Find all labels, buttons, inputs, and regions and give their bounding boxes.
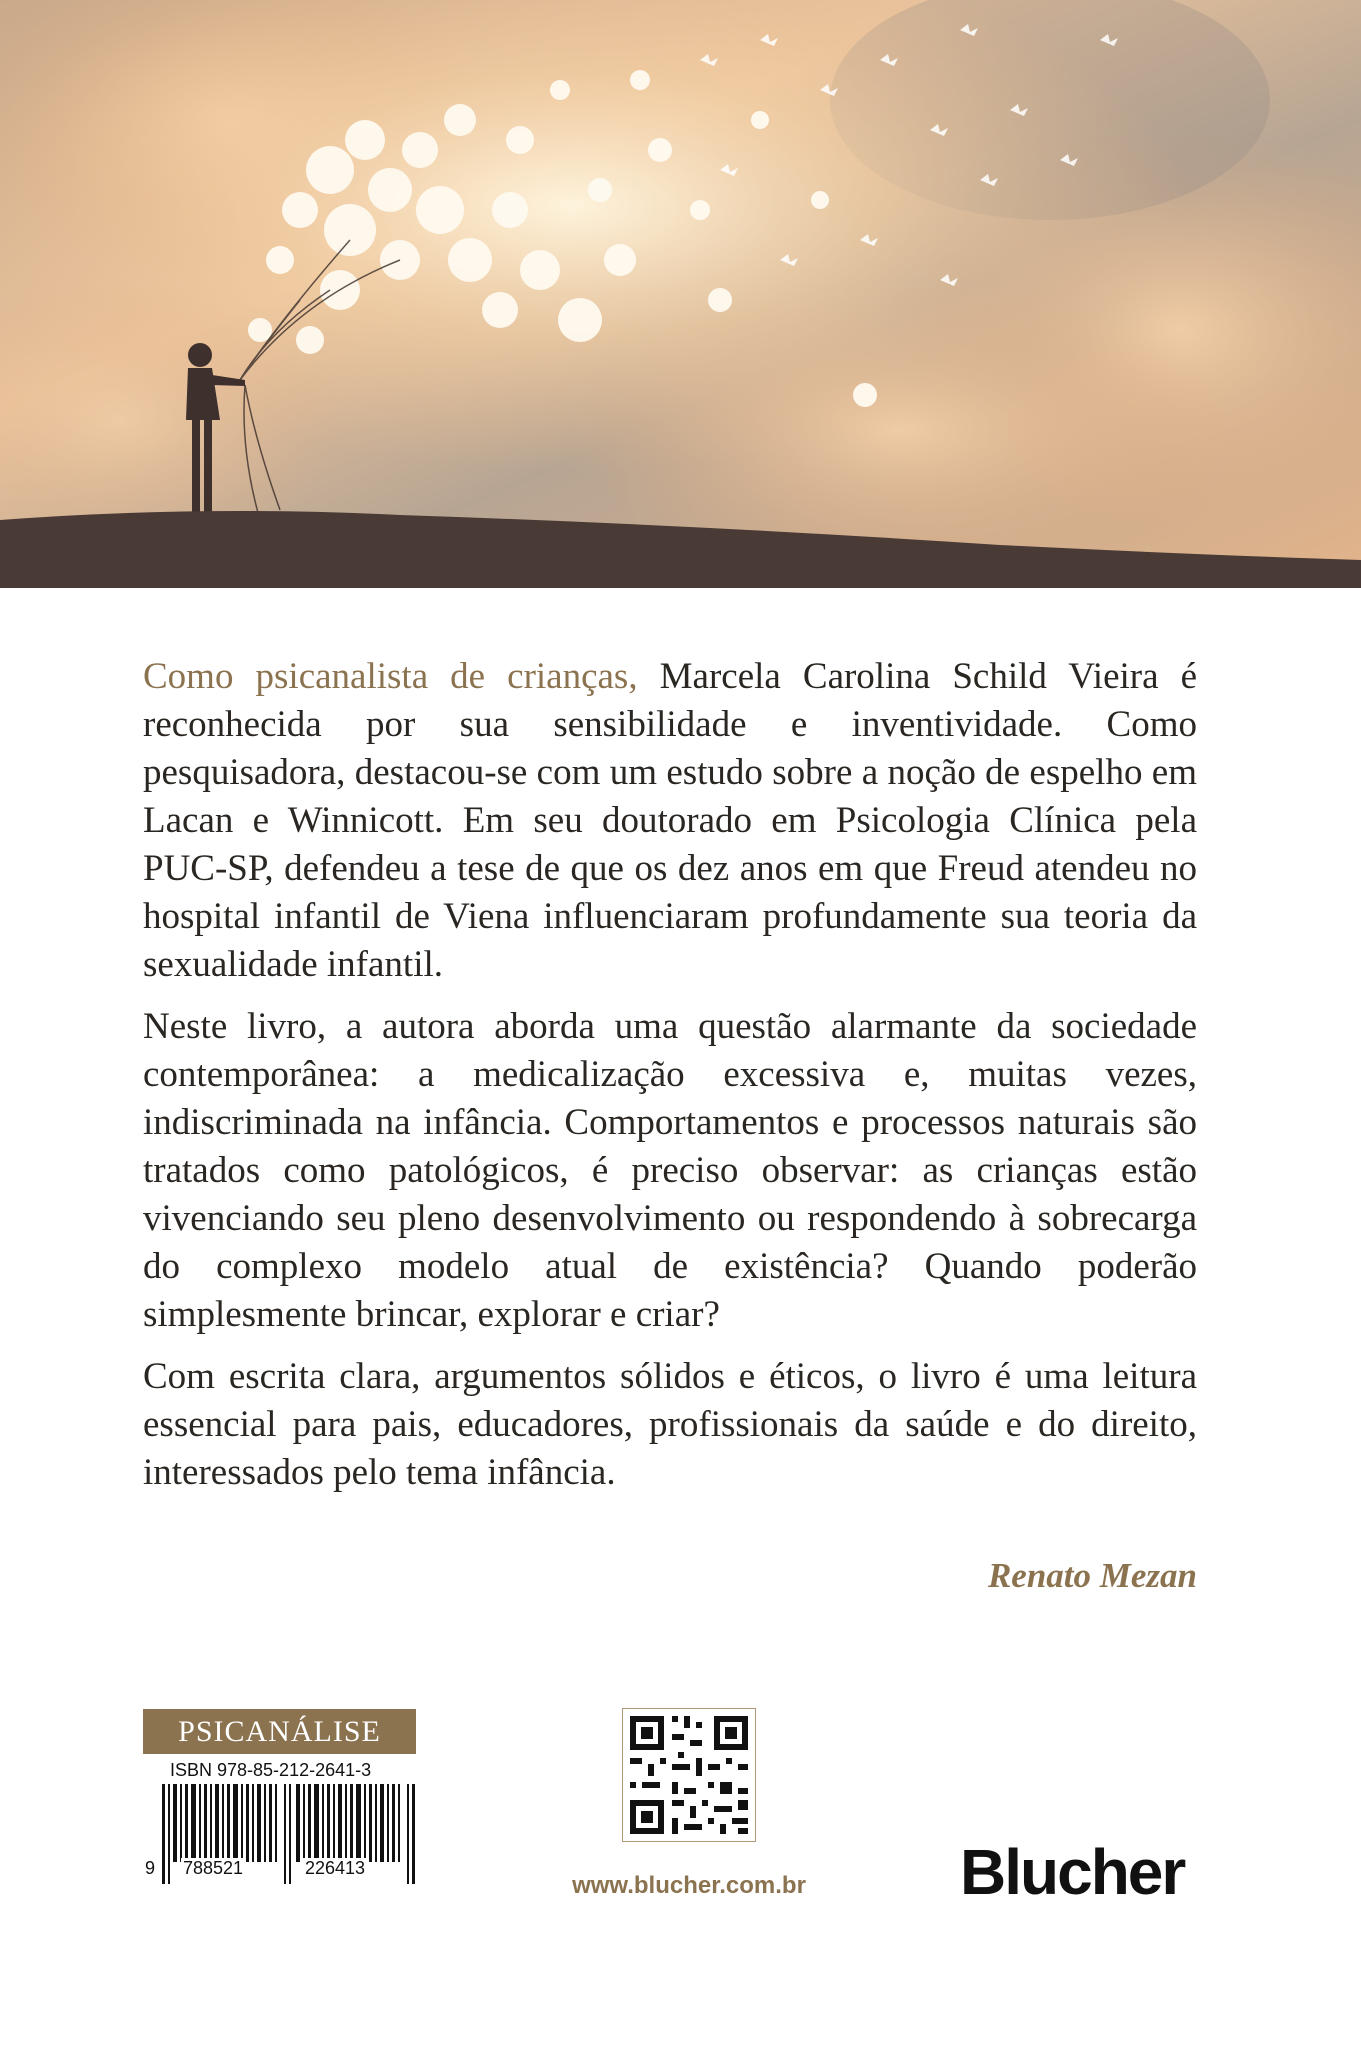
barcode-digits — [143, 1858, 423, 1882]
synopsis — [143, 653, 1197, 1511]
barcode-digit-group: 9 — [145, 1858, 156, 1878]
qr-code — [622, 1708, 756, 1842]
category-label: PSICANÁLISE — [143, 1709, 416, 1754]
cover-illustration — [0, 0, 1361, 588]
attribution: Renato Mezan — [987, 1556, 1197, 1595]
synopsis-paragraph-3: Com escrita clara, argumentos sólidos e éticos, o livro é uma leitura essencial para pais, educadores, profissionais da saúde e do direito, interessados pelo tema infância. — [143, 1356, 1197, 1493]
barcode-digit-group: 788521 — [183, 1858, 244, 1878]
synopsis-paragraph-2: Neste livro, a autora aborda uma questão alarmante da sociedade contemporânea: a medicalização excessiva e, muitas vezes, indiscriminada na infância. Comportamentos e processos naturais são tratados como patológicos, é preciso observar: as crianças estão vivenciando seu pleno desenvolvimento ou respondendo à sobrecarga do complexo modelo atual de existência? Quando poderão simplesmente brincar, explorar e criar? — [143, 1006, 1197, 1335]
synopsis-paragraph-1 — [143, 653, 1197, 989]
publisher-website-link[interactable]: www.blucher.com.br — [572, 1872, 806, 1899]
barcode-digit-group: 226413 — [305, 1858, 366, 1878]
paragraph-text: Marcela Carolina Schild Vieira é reconhecida por sua sensibilidade e inventividade. Como pesquisadora, destacou-se com um estudo sobre a noção de espelho em Lacan e Winnicott. Em seu doutorado em Psicologia Clínica pela PUC-SP, defendeu a tese de que os dez anos em que Freud atendeu no hospital infantil de Viena influenciaram profundamente sua teoria da sexualidade infantil. — [143, 656, 1197, 985]
isbn-label: ISBN 978-85-212-2641-3 — [170, 1760, 372, 1780]
publisher-logo: Blucher — [960, 1836, 1185, 1908]
lead-phrase: Como psicanalista de crianças, — [143, 656, 638, 697]
